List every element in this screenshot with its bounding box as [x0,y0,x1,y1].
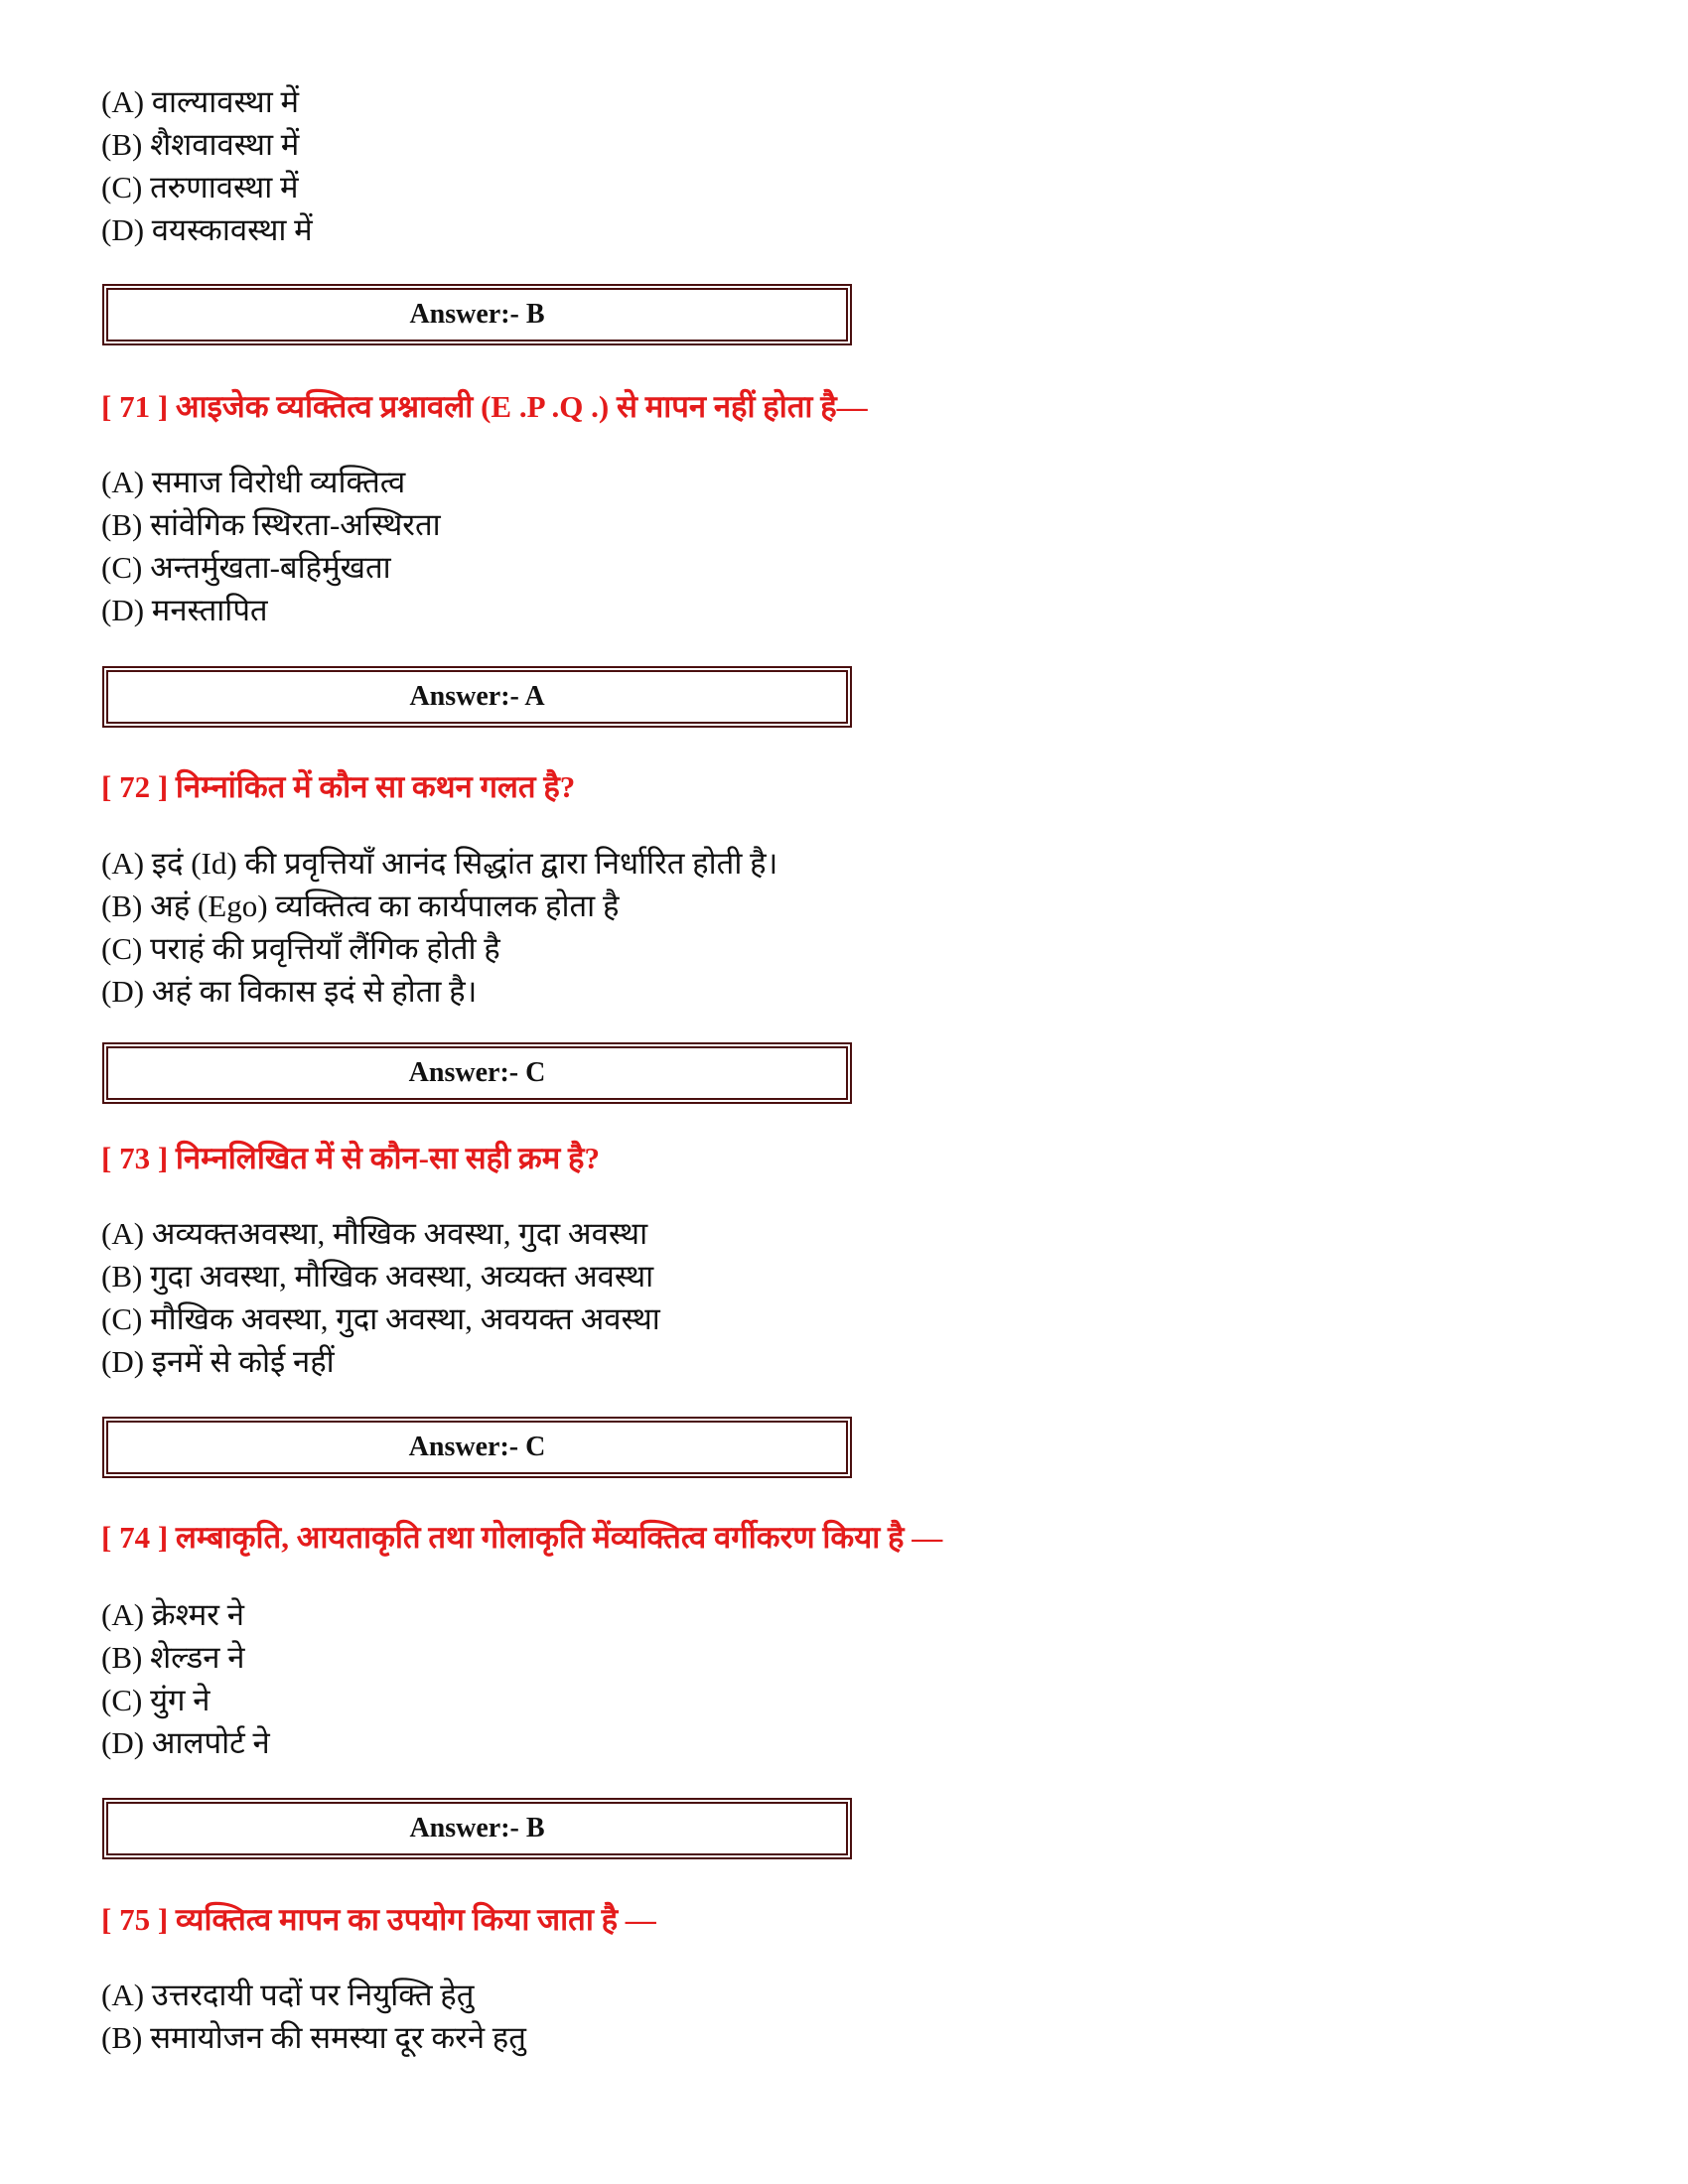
answer-box [102,666,852,728]
answer-option: (C) अन्तर्मुखता-बहिर्मुखता [101,550,391,585]
answer-option: (B) अहं (Ego) व्यक्तित्व का कार्यपालक होता है [101,888,620,923]
question-heading: [ 72 ] निम्नांकित में कौन सा कथन गलत है? [101,769,576,804]
answer-option: (D) इनमें से कोई नहीं [101,1344,335,1379]
answer-box [102,1042,852,1104]
answer-option: (B) गुदा अवस्था, मौखिक अवस्था, अव्यक्त अवस्था [101,1259,654,1294]
answer-option: (C) पराहं की प्रवृत्तियाँ लैंगिक होती है [101,931,500,966]
question-heading: [ 71 ] आइजेक व्यक्तित्व प्रश्नावली (E .P .Q .) से मापन नहीं होता है— [101,389,868,424]
answer-option: (A) समाज विरोधी व्यक्तित्व [101,465,406,499]
answer-option: (A) अव्यक्तअवस्था, मौखिक अवस्था, गुदा अवस्था [101,1216,648,1251]
answer-text: Answer:- C [408,1057,546,1088]
answer-box [102,284,852,345]
answer-option: (B) शेल्डन ने [101,1640,245,1675]
question-heading: [ 75 ] व्यक्तित्व मापन का उपयोग किया जाता है — [101,1902,656,1937]
answer-option: (C) मौखिक अवस्था, गुदा अवस्था, अवयक्त अवस्था [101,1301,660,1336]
answer-option: (D) अहं का विकास इदं से होता है। [101,974,478,1009]
answer-option: (C) तरुणावस्था में [101,170,299,205]
answer-option: (A) इदं (Id) की प्रवृत्तियाँ आनंद सिद्धांत द्वारा निर्धारित होती है। [101,846,778,881]
answer-option: (D) वयस्कावस्था में [101,212,313,247]
answer-option: (A) उत्तरदायी पदों पर नियुक्ति हेतु [101,1978,475,2012]
answer-text: Answer:- B [409,299,545,330]
answer-box [102,1798,852,1859]
answer-text: Answer:- A [409,681,545,712]
answer-text: Answer:- B [409,1813,545,1843]
question-heading: [ 74 ] लम्बाकृति, आयताकृति तथा गोलाकृति मेंव्यक्तित्व वर्गीकरण किया है — [101,1520,943,1555]
answer-option: (A) वाल्यावस्था में [101,84,300,119]
question-heading: [ 73 ] निम्नलिखित में से कौन-सा सही क्रम है? [101,1141,600,1175]
answer-option: (A) क्रेश्मर ने [101,1597,244,1632]
answer-option: (D) आलपोर्ट ने [101,1725,270,1760]
answer-box [102,1417,852,1478]
answer-option: (B) शैशवावस्था में [101,127,300,162]
answer-text: Answer:- C [408,1432,546,1462]
answer-option: (B) समायोजन की समस्या दूर करने हतु [101,2020,526,2055]
answer-option: (B) सांवेगिक स्थिरता-अस्थिरता [101,507,441,542]
answer-option: (D) मनस्तापित [101,593,268,627]
answer-option: (C) युंग ने [101,1683,211,1717]
